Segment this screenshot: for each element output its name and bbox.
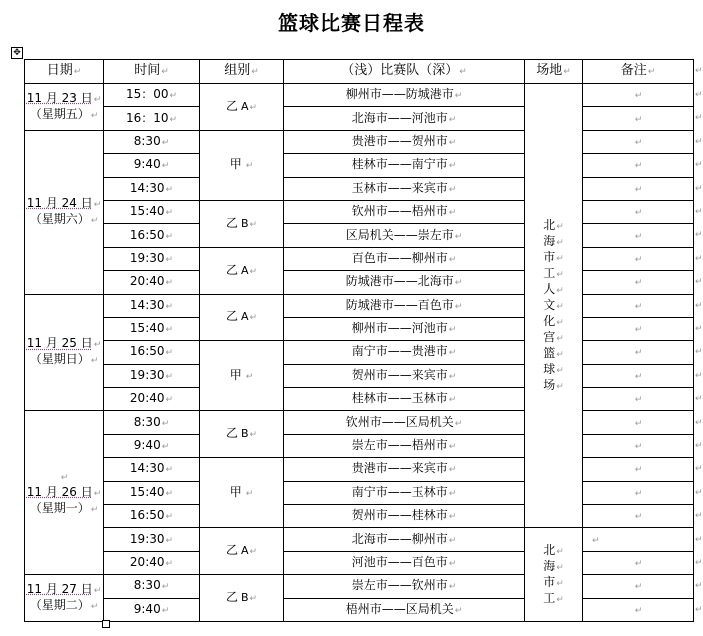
row-end-mark: ↵: [695, 300, 703, 311]
time-cell: 9:40↵: [104, 598, 200, 621]
table-row: [25, 107, 694, 130]
header-teams: （浅）比赛队（深）↵: [284, 60, 525, 84]
time-cell: 16：10↵: [104, 107, 200, 130]
group-cell: 乙 B↵: [200, 575, 284, 622]
row-end-mark: ↵: [695, 370, 703, 381]
time-cell: 15:40↵: [104, 481, 200, 504]
row-end-mark: ↵: [695, 417, 703, 428]
table-row: [25, 481, 694, 504]
teams-cell: 南宁市——贵港市↵: [284, 341, 525, 364]
time-cell: 16:50↵: [104, 341, 200, 364]
remark-cell[interactable]: ↵: [583, 434, 694, 457]
remark-cell[interactable]: ↵: [583, 458, 694, 481]
group-cell: 乙 B↵: [200, 200, 284, 247]
table-row: [25, 271, 694, 294]
time-cell: 19:30↵: [104, 528, 200, 551]
row-end-mark: ↵: [695, 113, 703, 124]
table-row: [25, 598, 694, 621]
group-cell: 乙 A↵: [200, 294, 284, 341]
row-end-mark: ↵: [695, 558, 703, 568]
date-cell: 11 月 25 日↵ （星期日）↵: [25, 294, 104, 411]
time-cell: 14:30↵: [104, 458, 200, 481]
table-row: [25, 528, 694, 551]
page-title: 篮球比赛日程表: [278, 11, 425, 35]
remark-cell[interactable]: ↵: [583, 107, 694, 130]
row-end-mark: ↵: [695, 534, 703, 545]
table-row: [25, 551, 694, 574]
table-row: [25, 364, 694, 387]
header-date: 日期↵: [25, 60, 104, 84]
date-cell: 11 月 24 日↵ （星期六）↵: [25, 130, 104, 294]
header-group: 组别↵: [200, 60, 284, 84]
teams-cell: 贵港市——贺州市↵: [284, 130, 525, 153]
table-row: [25, 154, 694, 177]
teams-cell: 南宁市——玉林市↵: [284, 481, 525, 504]
teams-cell: 贵港市——来宾市↵: [284, 458, 525, 481]
time-cell: 20:40↵: [104, 271, 200, 294]
row-end-mark: ↵: [695, 464, 703, 475]
row-end-mark: ↵: [695, 207, 703, 217]
time-cell: 8:30↵: [104, 411, 200, 434]
remark-cell[interactable]: ↵: [583, 341, 694, 364]
teams-cell: 梧州市——区局机关↵: [284, 598, 525, 621]
date-cell: 11 月 23 日↵ （星期五）↵: [25, 84, 104, 131]
remark-cell[interactable]: ↵: [583, 200, 694, 223]
table-row: [25, 317, 694, 340]
teams-cell: 钦州市——梧州市↵: [284, 200, 525, 223]
table-row: [25, 177, 694, 200]
row-end-mark: ↵: [695, 347, 703, 358]
row-end-mark: ↵: [695, 183, 703, 194]
venue-cell: 北↵ 海↵ 市↵ 工↵: [525, 528, 583, 622]
row-end-mark: ↵: [695, 324, 703, 334]
group-cell: 乙 A↵: [200, 528, 284, 575]
row-end-mark: ↵: [695, 487, 703, 498]
time-cell: 14:30↵: [104, 177, 200, 200]
teams-cell: 桂林市——南宁市↵: [284, 154, 525, 177]
table-row: [25, 388, 694, 411]
teams-cell: 区局机关——崇左市↵: [284, 224, 525, 247]
time-cell: 16:50↵: [104, 224, 200, 247]
date-cell: ↵ 11 月 26 日↵ （星期一）↵: [25, 411, 104, 575]
time-cell: 19:30↵: [104, 364, 200, 387]
remark-cell[interactable]: ↵: [583, 411, 694, 434]
table-row: [25, 341, 694, 364]
table-move-handle-icon[interactable]: ✥: [11, 47, 23, 59]
remark-cell[interactable]: ↵: [583, 575, 694, 598]
row-end-mark: ↵: [695, 253, 703, 264]
remark-cell[interactable]: ↵: [583, 505, 694, 528]
group-cell: 甲 ↵: [200, 341, 284, 411]
teams-cell: 玉林市——来宾市↵: [284, 177, 525, 200]
teams-cell: 崇左市——钦州市↵: [284, 575, 525, 598]
remark-cell[interactable]: ↵: [583, 177, 694, 200]
remark-cell[interactable]: ↵: [583, 294, 694, 317]
date-cell: 11 月 27 日↵ （星期二）↵: [25, 575, 104, 622]
group-cell: 乙 A↵: [200, 84, 284, 131]
remark-cell[interactable]: ↵: [583, 224, 694, 247]
table-row: [25, 505, 694, 528]
remark-cell[interactable]: ↵: [583, 528, 694, 551]
row-end-mark: ↵: [695, 230, 703, 241]
time-cell: 15：00↵: [104, 84, 200, 107]
remark-cell[interactable]: ↵: [583, 84, 694, 107]
table-row: [25, 411, 694, 434]
teams-cell: 贺州市——桂林市↵: [284, 505, 525, 528]
group-cell: 甲 ↵: [200, 458, 284, 528]
teams-cell: 北海市——柳州市↵: [284, 528, 525, 551]
remark-cell[interactable]: ↵: [583, 247, 694, 270]
row-end-mark: ↵: [695, 160, 703, 171]
row-end-mark: ↵: [695, 441, 703, 451]
group-cell: 甲 ↵: [200, 130, 284, 200]
teams-cell: 贺州市——来宾市↵: [284, 364, 525, 387]
remark-cell[interactable]: ↵: [583, 388, 694, 411]
remark-cell[interactable]: ↵: [583, 271, 694, 294]
time-cell: 8:30↵: [104, 575, 200, 598]
row-end-mark: ↵: [695, 277, 703, 288]
time-cell: 16:50↵: [104, 505, 200, 528]
table-header-row: [25, 60, 694, 84]
time-cell: 9:40↵: [104, 154, 200, 177]
time-cell: 8:30↵: [104, 130, 200, 153]
table-row: [25, 458, 694, 481]
row-end-mark: ↵: [695, 90, 703, 100]
remark-cell[interactable]: ↵: [583, 130, 694, 153]
teams-cell: 柳州市——防城港市↵: [284, 84, 525, 107]
group-cell: 乙 A↵: [200, 247, 284, 294]
table-row: [25, 247, 694, 270]
venue-cell: 北↵ 海↵ 市↵ 工↵ 人↵ 文↵ 化↵ 宫↵ 篮↵ 球↵ 场↵: [525, 84, 583, 528]
row-end-mark: ↵: [695, 136, 703, 147]
remark-cell[interactable]: ↵: [583, 481, 694, 504]
remark-cell[interactable]: ↵: [583, 364, 694, 387]
time-cell: 20:40↵: [104, 388, 200, 411]
header-time: 时间↵: [104, 60, 200, 84]
teams-cell: 北海市——河池市↵: [284, 107, 525, 130]
table-row: [25, 294, 694, 317]
time-cell: 15:40↵: [104, 317, 200, 340]
group-cell: 乙 B↵: [200, 411, 284, 458]
time-cell: 9:40↵: [104, 434, 200, 457]
schedule-table: [24, 59, 694, 622]
row-end-mark: ↵: [695, 66, 703, 76]
remark-cell[interactable]: ↵: [583, 551, 694, 574]
table-row: [25, 224, 694, 247]
row-end-mark: ↵: [695, 511, 703, 522]
table-row: [25, 434, 694, 457]
header-remark: 备注↵: [583, 60, 694, 84]
teams-cell: 防城港市——北海市↵: [284, 271, 525, 294]
teams-cell: 崇左市——梧州市↵: [284, 434, 525, 457]
remark-cell[interactable]: ↵: [583, 598, 694, 621]
row-end-mark: ↵: [695, 581, 703, 592]
table-resize-handle[interactable]: [102, 620, 110, 628]
time-cell: 20:40↵: [104, 551, 200, 574]
time-cell: 15:40↵: [104, 200, 200, 223]
remark-cell[interactable]: ↵: [583, 154, 694, 177]
table-row: [25, 84, 694, 107]
table-row: [25, 575, 694, 598]
teams-cell: 河池市——百色市↵: [284, 551, 525, 574]
row-end-mark: ↵: [695, 604, 703, 615]
teams-cell: 防城港市——百色市↵: [284, 294, 525, 317]
teams-cell: 钦州市——区局机关↵: [284, 411, 525, 434]
teams-cell: 百色市——柳州市↵: [284, 247, 525, 270]
table-row: [25, 130, 694, 153]
teams-cell: 桂林市——玉林市↵: [284, 388, 525, 411]
header-venue: 场地↵: [525, 60, 583, 84]
row-end-mark: ↵: [695, 394, 703, 405]
table-row: [25, 200, 694, 223]
teams-cell: 柳州市——河池市↵: [284, 317, 525, 340]
time-cell: 14:30↵: [104, 294, 200, 317]
remark-cell[interactable]: ↵: [583, 317, 694, 340]
time-cell: 19:30↵: [104, 247, 200, 270]
